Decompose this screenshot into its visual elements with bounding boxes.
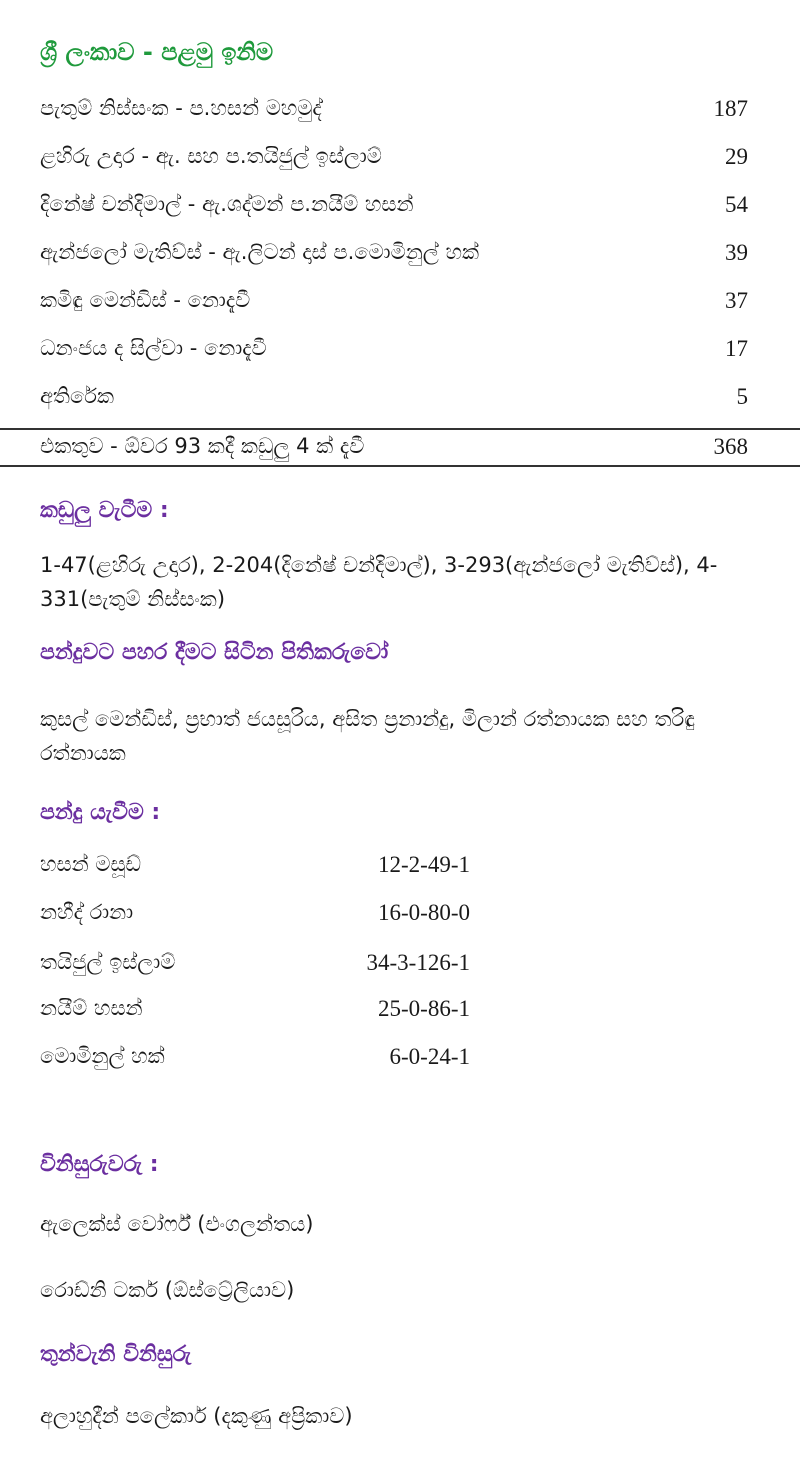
extras-label: අතිරේක: [40, 384, 115, 408]
extras-row: [40, 384, 748, 420]
bowler-figures: 16-0-80-0: [378, 900, 470, 925]
bowler-figures: 6-0-24-1: [389, 1044, 470, 1069]
total-rule-bottom: [0, 465, 800, 467]
total-rule-top: [0, 428, 800, 430]
batting-row: [40, 192, 748, 228]
fall-of-wickets-text: 1-47(ළහිරු උදාර), 2-204(දිනේෂ් චන්දිමාල්), 3-293(ඇන්ජලෝ මැතිව්ස්), 4-331(පැතුම් නිස්සංක): [40, 553, 718, 611]
umpires-heading: විනිසුරුවරු :: [40, 1152, 159, 1177]
batsman-label: ඇන්ජලෝ මැතිව්ස් - ඇ.ලිටන් දාස් ප.මොමිනුල් හක්: [40, 240, 480, 264]
batsman-label: කමිඳු මෙන්ඩිස් - නොදැවී: [40, 288, 251, 312]
fall-of-wickets-heading: කඩුලු වැටීම :: [40, 498, 169, 523]
extras-runs: 5: [736, 384, 748, 409]
batsman-runs: 29: [725, 144, 748, 169]
total-runs: 368: [713, 434, 748, 459]
bowling-row: [40, 950, 480, 986]
bowler-figures: 25-0-86-1: [378, 996, 470, 1021]
bowler-name: මොමිනුල් හක්: [40, 1044, 165, 1068]
bowler-name: නහීද් රානා: [40, 900, 134, 924]
umpire-name: රොඩ්නි ටකර් (ඕස්ට්‍රේලියාව): [40, 1278, 295, 1302]
third-umpire-heading: තුන්වැනි විනිසුරු: [40, 1342, 192, 1367]
batsman-runs: 54: [725, 192, 748, 217]
bowling-row: [40, 900, 480, 936]
batsman-runs: 39: [725, 240, 748, 265]
batsman-runs: 17: [725, 336, 748, 361]
batting-row: [40, 336, 748, 372]
bowler-name: නයීම් හසන්: [40, 996, 143, 1020]
batsman-runs: 187: [713, 96, 748, 121]
yet-to-bat-heading: පන්දුවට පහර දීමට සිටින පිතිකරුවෝ: [40, 640, 389, 665]
batting-row: [40, 288, 748, 324]
total-label: එකතුව - ඕවර 93 කදී කඩුලු 4 ක් දැවී: [40, 434, 365, 458]
yet-to-bat-text: කුසල් මෙන්ඩිස්, ප්‍රභාත් ජයසූරිය, අසිත ප්‍රනාන්දු, මිලාන් රත්නායක සහ තරිඳු රත්නායක: [40, 707, 695, 765]
batting-row: [40, 144, 748, 180]
batsman-runs: 37: [725, 288, 748, 313]
batting-row: [40, 240, 748, 276]
batsman-label: පැතුම් නිස්සංක - ප.හසන් මහමුද්: [40, 96, 322, 120]
batting-row: [40, 96, 748, 132]
bowler-figures: 34-3-126-1: [366, 950, 470, 975]
umpire-name: ඇලෙක්ස් වෝර්ෆ් (එංගලන්තය): [40, 1212, 314, 1236]
third-umpire-name: අලාහුදීන් පලේකාර් (දකුණු අප්‍රිකාව): [40, 1404, 353, 1428]
batsman-label: ළහිරු උදාර - ඇ. සහ ප.තයිජුල් ඉස්ලාම්: [40, 144, 382, 168]
bowler-figures: 12-2-49-1: [378, 852, 470, 877]
batsman-label: දිනේෂ් චන්දිමාල් - ඇ.ශද්මන් ප.නයීම් හසන්: [40, 192, 414, 216]
bowler-name: තයිජුල් ඉස්ලාම්: [40, 950, 176, 974]
innings-title: ශ්‍රී ලංකාව - පළමු ඉනිම: [40, 38, 274, 66]
bowling-heading: පන්දු යැවීම :: [40, 800, 161, 825]
bowling-row: [40, 1044, 480, 1080]
batsman-label: ධනංජය ද සිල්වා - නොදැවී: [40, 336, 267, 360]
bowler-name: හසන් මසූඩ්: [40, 852, 142, 876]
bowling-row: [40, 852, 480, 888]
bowling-row: [40, 996, 480, 1032]
